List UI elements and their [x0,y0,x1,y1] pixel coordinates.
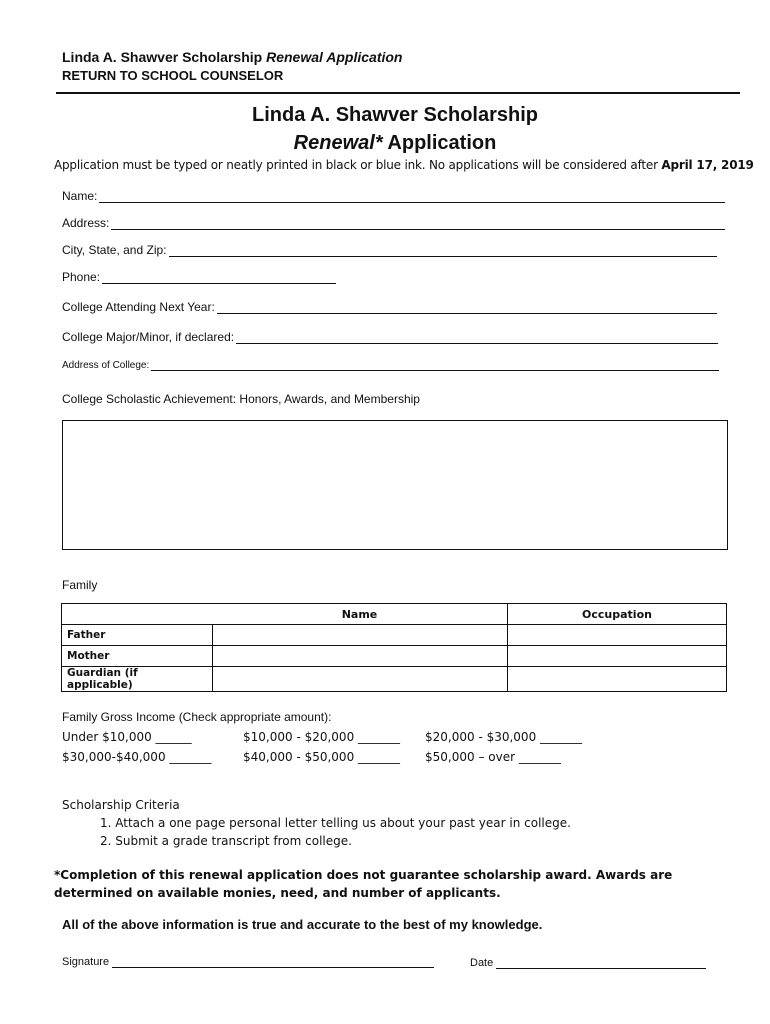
income-option[interactable]: $10,000 - $20,000 _______ [243,730,401,744]
date-input-line[interactable] [496,957,706,969]
family-row-label: Father [62,625,213,646]
family-row-label: Mother [62,646,213,667]
city-state-zip-label: City, State, and Zip: [62,243,167,257]
guardian-name-cell[interactable] [212,667,508,692]
disclaimer-note: *Completion of this renewal application does not guarantee scholarship award. Awards are determined on available monies, need, and number of applicants. [54,868,673,900]
college-input-line[interactable] [217,301,717,314]
income-option[interactable]: Under $10,000 ______ [62,730,192,744]
father-name-cell[interactable] [212,625,508,646]
page-title: Linda A. Shawver Scholarship [252,104,538,126]
certification-statement: All of the above information is true and accurate to the best of my knowledge. [62,917,543,932]
major-input-line[interactable] [236,331,718,344]
subtitle-application: Application [382,132,497,154]
father-occupation-cell[interactable] [508,625,727,646]
phone-label: Phone: [62,270,101,284]
family-row-guardian [62,667,727,692]
date-field [470,957,706,969]
criteria-item: 1. Attach a one page personal letter telling us about your past year in college. [100,816,571,830]
family-header-blank [62,604,213,625]
subtitle-renewal: Renewal* [293,132,383,154]
major-field [62,330,718,344]
address-field [62,216,725,230]
income-heading: Family Gross Income (Check appropriate amount): [62,710,332,724]
family-row-father [62,625,727,646]
city-state-zip-input-line[interactable] [169,244,717,257]
header-renewal-text: Renewal Application [266,49,403,65]
income-option[interactable]: $50,000 – over _______ [425,750,561,764]
family-label: Family [62,578,98,592]
instructions-text: Application must be typed or neatly printed in black or blue ink. No applications will be considered after [54,158,662,172]
college-field [62,300,717,314]
address-input-line[interactable] [111,217,725,230]
family-row-mother [62,646,727,667]
deadline: April 17, 2019 [661,158,754,172]
header-return-instruction: RETURN TO SCHOOL COUNSELOR [62,68,284,83]
signature-field [62,956,434,968]
family-header-occupation: Occupation [508,604,727,625]
family-table [61,603,727,692]
college-label: College Attending Next Year: [62,300,215,314]
instructions [54,158,754,172]
page-subtitle [0,132,770,155]
college-address-field [62,360,719,371]
achievement-field [62,392,420,406]
criteria-item: 2. Submit a grade transcript from college. [100,834,352,848]
name-field [62,189,725,203]
address-label: Address: [62,216,110,230]
income-option[interactable]: $20,000 - $30,000 _______ [425,730,583,744]
header-divider [56,92,740,94]
header-form-name [62,49,402,65]
income-option[interactable]: $40,000 - $50,000 _______ [243,750,401,764]
achievement-textbox[interactable] [62,420,728,550]
header-name-text: Linda A. Shawver Scholarship [62,49,267,65]
income-option[interactable]: $30,000-$40,000 _______ [62,750,212,764]
phone-field [62,270,336,284]
major-label: College Major/Minor, if declared: [62,330,235,344]
mother-occupation-cell[interactable] [508,646,727,667]
family-header-row [62,604,727,625]
guardian-occupation-cell[interactable] [508,667,727,692]
signature-input-line[interactable] [112,956,434,968]
phone-input-line[interactable] [102,271,336,284]
mother-name-cell[interactable] [212,646,508,667]
name-label: Name: [62,189,98,203]
college-address-input-line[interactable] [151,360,719,371]
date-label: Date [470,957,494,969]
criteria-heading: Scholarship Criteria [62,798,180,812]
college-address-label: Address of College: [62,360,150,371]
family-row-label: Guardian (if applicable) [62,667,213,692]
family-header-name: Name [212,604,508,625]
city-state-zip-field [62,243,717,257]
achievement-label: College Scholastic Achievement: Honors, Awards, and Membership [62,392,420,406]
signature-label: Signature [62,956,110,968]
name-input-line[interactable] [99,190,725,203]
